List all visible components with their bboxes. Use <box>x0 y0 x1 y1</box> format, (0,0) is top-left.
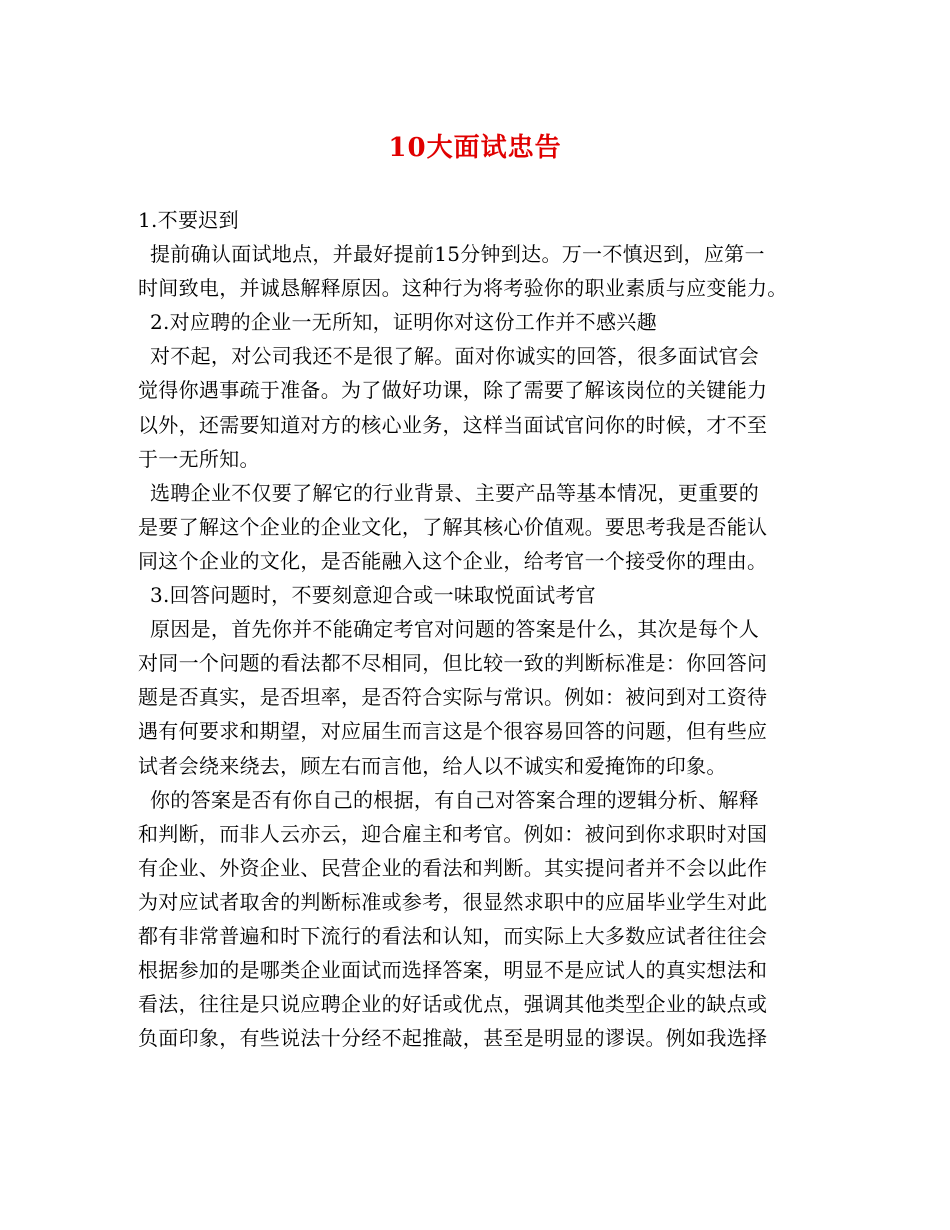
body-line: 提前确认面试地点，并最好提前15分钟到达。万一不慎迟到，应第一 <box>150 242 765 267</box>
body-line: 为对应试者取舍的判断标准或参考，很显然求职中的应届毕业学生对此 <box>138 889 768 914</box>
body-line: 于一无所知。 <box>138 446 260 471</box>
document-body <box>138 203 828 1055</box>
body-line: 试者会绕来绕去，顾左右而言他，给人以不诚实和爱掩饰的印象。 <box>138 753 727 778</box>
body-line: 和判断，而非人云亦云，迎合雇主和考官。例如：被问到你求职时对国 <box>138 821 768 846</box>
body-line: 看法，往往是只说应聘企业的好话或优点，强调其他类型企业的缺点或 <box>138 992 768 1017</box>
body-line: 觉得你遇事疏于准备。为了做好功课，除了需要了解该岗位的关键能力 <box>138 378 768 403</box>
body-line: 2.对应聘的企业一无所知，证明你对这份工作并不感兴趣 <box>150 310 657 335</box>
document-title: 10大面试忠告 <box>388 133 562 163</box>
body-line: 以外，还需要知道对方的核心业务，这样当面试官问你的时候，才不至 <box>138 412 768 437</box>
body-line: 是要了解这个企业的企业文化，了解其核心价值观。要思考我是否能认 <box>138 514 768 539</box>
body-line: 根据参加的是哪类企业面试而选择答案，明显不是应试人的真实想法和 <box>138 958 768 983</box>
body-line: 你的答案是否有你自己的根据，有自己对答案合理的逻辑分析、解释 <box>150 787 759 812</box>
body-line: 对同一个问题的看法都不尽相同，但比较一致的判断标准是：你回答问 <box>138 651 768 676</box>
body-line: 时间致电，并诚恳解释原因。这种行为将考验你的职业素质与应变能力。 <box>138 276 788 301</box>
body-line: 同这个企业的文化，是否能融入这个企业，给考官一个接受你的理由。 <box>138 548 768 573</box>
body-line: 题是否真实，是否坦率，是否符合实际与常识。例如：被问到对工资待 <box>138 685 768 710</box>
body-line: 原因是，首先你并不能确定考官对问题的答案是什么，其次是每个人 <box>150 617 759 642</box>
body-line: 负面印象，有些说法十分经不起推敲，甚至是明显的谬误。例如我选择 <box>138 1026 768 1051</box>
body-line: 选聘企业不仅要了解它的行业背景、主要产品等基本情况，更重要的 <box>150 480 759 505</box>
body-line: 3.回答问题时，不要刻意迎合或一味取悦面试考官 <box>150 583 596 608</box>
body-line: 都有非常普遍和时下流行的看法和认知，而实际上大多数应试者往往会 <box>138 923 768 948</box>
body-line: 对不起，对公司我还不是很了解。面对你诚实的回答，很多面试官会 <box>150 344 759 369</box>
body-line: 有企业、外资企业、民营企业的看法和判断。其实提问者并不会以此作 <box>138 855 768 880</box>
body-line: 遇有何要求和期望，对应届生而言这是个很容易回答的问题，但有些应 <box>138 719 768 744</box>
body-line: 1.不要迟到 <box>138 208 239 232</box>
